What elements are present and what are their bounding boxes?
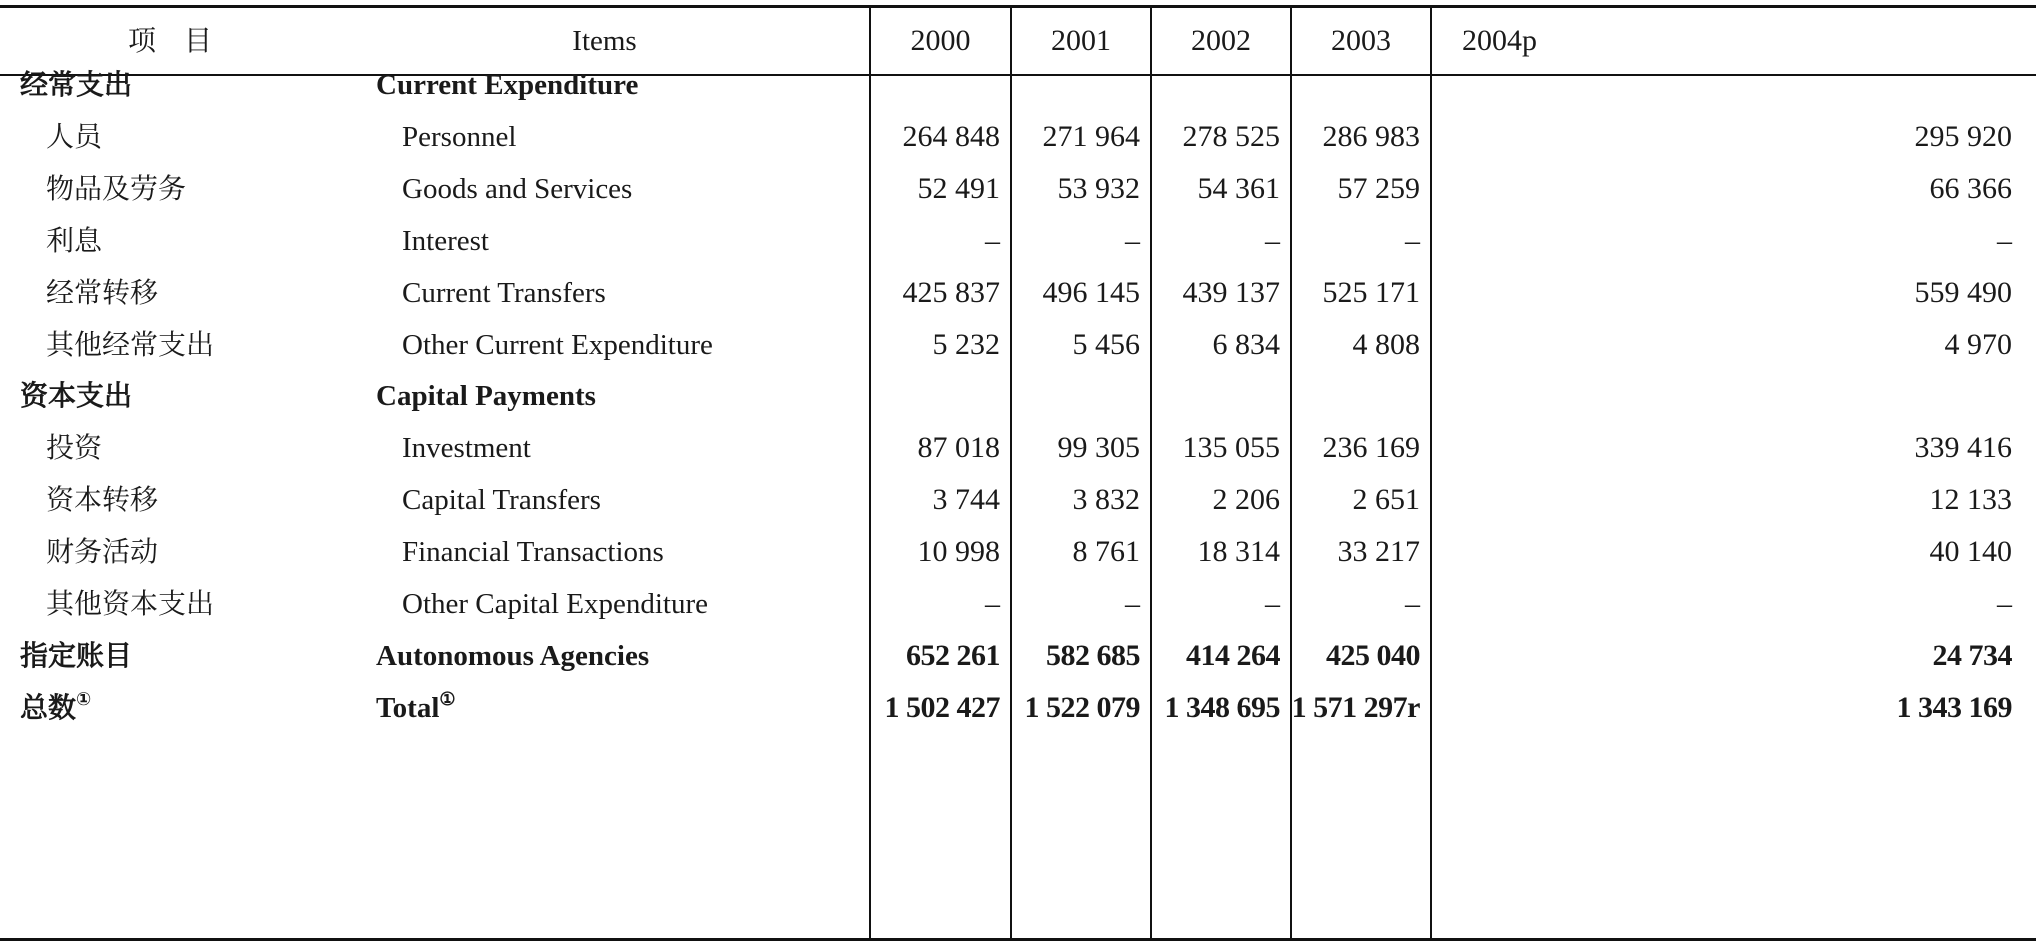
table-cell: 278 525 [1182,119,1280,153]
table-cell: 52 491 [917,171,1000,205]
table-cell: 4 970 [1944,327,2012,361]
table-cell: 40 140 [1929,535,2012,569]
table-cell: – [1125,223,1140,257]
table-cell: – [1997,223,2012,257]
table-cell: – [1265,587,1280,620]
table-cell: 414 264 [1186,638,1280,672]
table-cell: 53 932 [1057,171,1140,205]
table-cell: 295 920 [1914,119,2012,153]
row-label-en: Capital Payments [376,380,596,413]
row-label-zh: 投资 [46,431,103,465]
table-cell: 271 964 [1042,119,1140,153]
table-cell: 4 808 [1352,327,1420,361]
table-cell: 1 571 297r [1291,690,1420,724]
table-cell: 339 416 [1914,431,2012,465]
table-cell: 57 259 [1337,171,1420,205]
table-bottom-rule [0,938,2036,941]
row-label-en: Investment [402,432,531,465]
table-cell: 1 522 079 [1024,690,1140,724]
row-label-en: Capital Transfers [402,484,601,517]
table-cell: 3 832 [1072,483,1140,517]
row-label-en: Goods and Services [402,172,633,205]
footnote-marker: ① [76,688,92,710]
table-cell: 525 171 [1322,275,1420,309]
table-cell: – [985,587,1000,620]
table-cell: 439 137 [1182,275,1280,309]
row-label-zh: 财务活动 [46,535,159,569]
table-cell: 582 685 [1046,638,1140,672]
header-zh: 项 目 [127,24,212,57]
row-label-zh: 资本转移 [46,483,159,517]
table-cell: 2 651 [1352,483,1420,517]
row-label-en: Total① [376,688,456,724]
table-cell: – [1997,587,2012,620]
row-label-zh: 总数① [20,688,92,724]
table-cell: – [1405,587,1420,620]
table-cell: 54 361 [1197,171,1280,205]
table-cell: 66 366 [1929,171,2012,205]
row-label-zh: 经常转移 [46,275,159,309]
table-cell: 286 983 [1322,119,1420,153]
table-cell: 135 055 [1182,431,1280,465]
table-cell: 1 502 427 [884,690,1000,724]
header-year-2002: 2002 [1191,24,1251,57]
table-cell: 10 998 [917,535,1000,569]
header-year-2000: 2000 [910,24,971,57]
table-cell: 264 848 [902,119,1000,153]
row-label-zh: 人员 [46,119,103,153]
table-cell: 5 456 [1072,327,1140,361]
table-cell: 33 217 [1337,535,1420,569]
row-label-zh: 物品及劳务 [46,171,187,205]
table-cell: 12 133 [1929,483,2012,517]
table-cell: 1 343 169 [1896,690,2012,724]
row-label-zh: 其他资本支出 [46,587,215,620]
table-cell: – [1405,223,1420,257]
row-label-zh: 利息 [46,223,103,257]
table-cell: 5 232 [932,327,1000,361]
table-cell: – [1265,223,1280,257]
row-label-zh: 经常支出 [20,68,133,101]
row-label-zh: 其他经常支出 [46,327,215,361]
table-cell: 652 261 [906,638,1000,672]
table-cell: 1 348 695 [1164,690,1280,724]
row-label-en: Autonomous Agencies [376,639,650,672]
table-cell: 18 314 [1197,535,1280,569]
header-year-2001: 2001 [1051,24,1111,57]
table-cell: 8 761 [1072,535,1140,569]
table-cell: 496 145 [1042,275,1140,309]
table-cell: 236 169 [1322,431,1420,465]
row-label-zh: 指定账目 [20,638,133,672]
table-cell: 24 734 [1932,638,2012,672]
row-label-en: Financial Transactions [402,536,664,569]
header-year-2004p: 2004p [1462,24,1537,57]
table-cell: – [1125,587,1140,620]
row-label-en: Interest [402,224,489,257]
table-cell: 425 040 [1326,638,1420,672]
row-label-en: Current Expenditure [376,69,639,101]
table-cell: 99 305 [1057,431,1140,465]
table-cell: 3 744 [932,483,1000,517]
row-label-en: Other Current Expenditure [402,328,713,361]
table-cell: 2 206 [1212,483,1280,517]
footnote-marker: ① [439,688,456,709]
table-cell: 6 834 [1212,327,1280,361]
row-label-en: Current Transfers [402,276,606,309]
header-items: Items [572,25,637,57]
row-label-zh: 资本支出 [20,379,133,413]
table-cell: 559 490 [1914,275,2012,309]
table-cell: – [985,223,1000,257]
row-label-en: Other Capital Expenditure [402,588,709,620]
table-cell: 87 018 [917,431,1000,465]
column-divider [1430,5,1432,941]
table-cell: 425 837 [902,275,1000,309]
row-label-en: Personnel [402,120,517,153]
header-year-2003: 2003 [1331,24,1391,57]
